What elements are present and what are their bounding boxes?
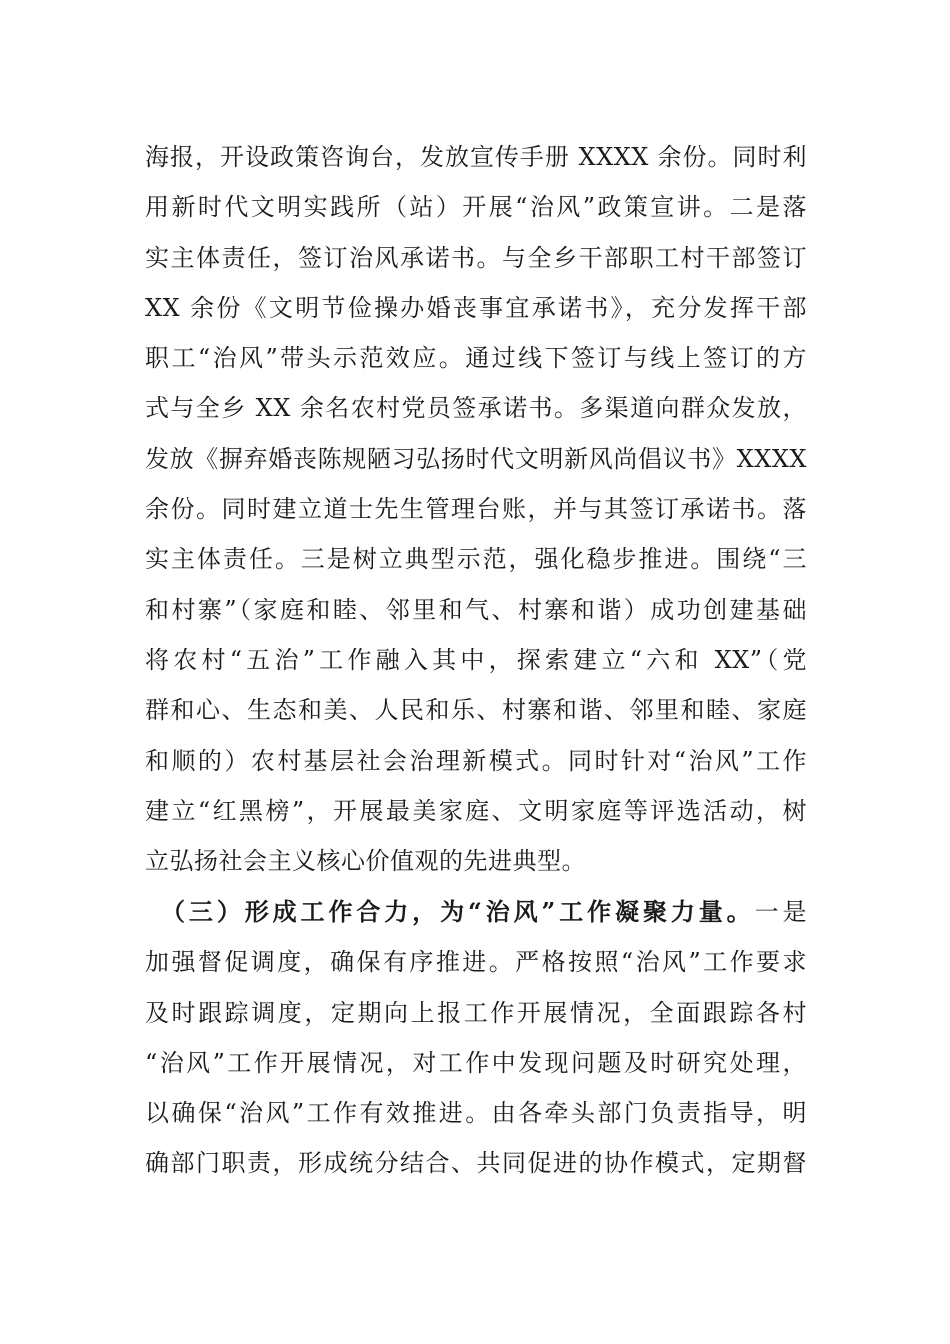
paragraph-1-line: 余份。同时建立道士先生管理台账，并与其签订承诺书。落 <box>145 495 807 524</box>
paragraph-1-line: 将农村“五治”工作融入其中，探索建立“六和 XX”（党 <box>145 645 807 674</box>
paragraph-1-line: 用新时代文明实践所（站）开展“治风”政策宣讲。二是落 <box>145 193 807 222</box>
paragraph-2-line: “治风”工作开展情况，对工作中发现问题及时研究处理， <box>145 1048 807 1077</box>
paragraph-1-line: 职工“治风”带头示范效应。通过线下签订与线上签订的方 <box>145 344 807 373</box>
paragraph-1-line: 和村寨”（家庭和睦、邻里和气、村寨和谐）成功创建基础 <box>145 595 807 624</box>
paragraph-2-line: 确部门职责，形成统分结合、共同促进的协作模式，定期督 <box>145 1149 807 1178</box>
paragraph-1-line: 群和心、生态和美、人民和乐、村寨和谐、邻里和睦、家庭 <box>145 696 807 725</box>
paragraph-1-line: 实主体责任。三是树立典型示范，强化稳步推进。围绕“三 <box>145 545 807 574</box>
paragraph-1-line: 式与全乡 XX 余名农村党员签承诺书。多渠道向群众发放， <box>145 394 807 423</box>
paragraph-1-line: 和顺的）农村基层社会治理新模式。同时针对“治风”工作 <box>145 746 807 775</box>
paragraph-1-line: 发放《摒弃婚丧陈规陋习弘扬时代文明新风尚倡议书》XXXX <box>145 444 807 473</box>
paragraph-1-line: 建立“红黑榜”，开展最美家庭、文明家庭等评选活动，树 <box>145 796 807 825</box>
section-heading: （三）形成工作合力，为“治风”工作凝聚力量。 <box>161 897 755 926</box>
paragraph-2 <box>145 887 807 1189</box>
paragraph-2-first-line <box>145 887 807 937</box>
paragraph-1 <box>145 132 807 886</box>
paragraph-2-first-line-rest: 一是 <box>754 898 807 926</box>
paragraph-2-line: 加强督促调度，确保有序推进。严格按照“治风”工作要求 <box>145 948 807 977</box>
paragraph-1-line: 立弘扬社会主义核心价值观的先进典型。 <box>145 847 586 876</box>
paragraph-1-line: 实主体责任，签订治风承诺书。与全乡干部职工村干部签订 <box>145 243 807 272</box>
paragraph-2-line: 以确保“治风”工作有效推进。由各牵头部门负责指导，明 <box>145 1099 807 1128</box>
paragraph-2-line: 及时跟踪调度，定期向上报工作开展情况，全面跟踪各村 <box>145 998 807 1027</box>
paragraph-1-line: 海报，开设政策咨询台，发放宣传手册 XXXX 余份。同时利 <box>145 143 807 171</box>
paragraph-1-line: XX 余份《文明节俭操办婚丧事宜承诺书》，充分发挥干部 <box>145 293 807 322</box>
